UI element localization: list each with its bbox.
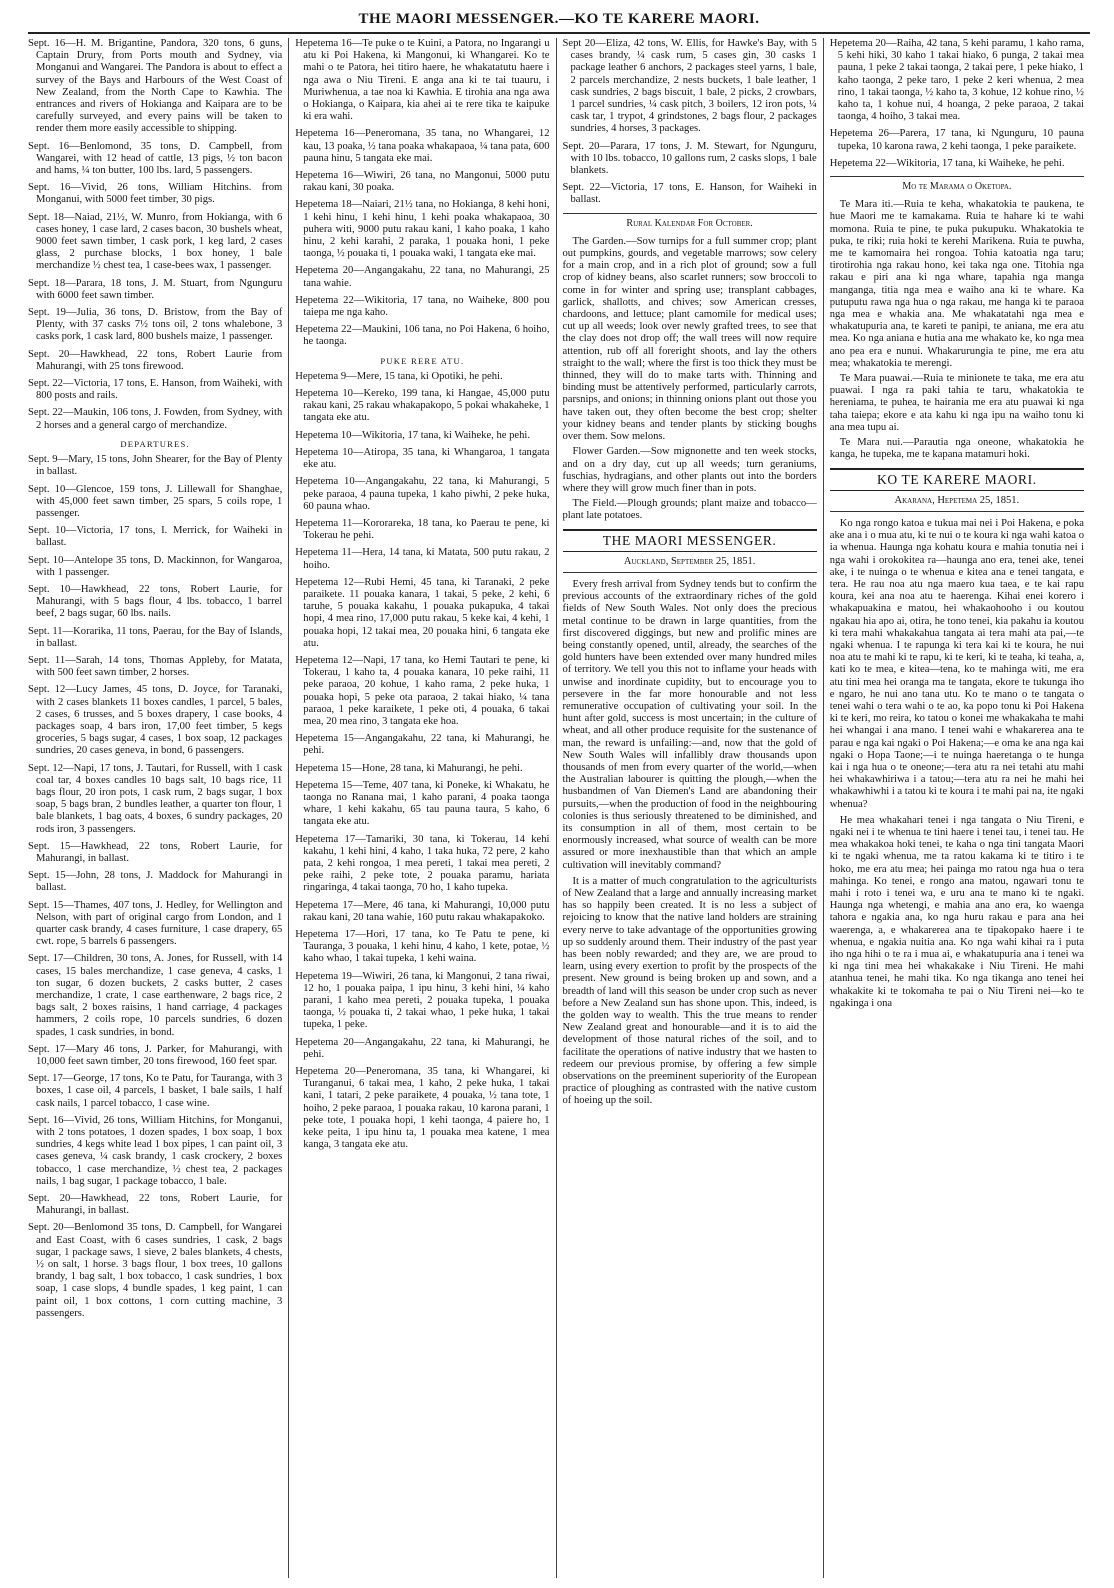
- masthead-dash: —: [558, 11, 575, 27]
- editorial-paragraph: Ko nga rongo katoa e tukua mai nei i Poi Hakena, e poka ake ana i o mua atu, ki te nui o te koura ki nga wahi katoa o ia whenua. Haunga nga kohatu koura e mahia tonutia nei i nga wahi i orokokitea ra—haunga ano era, tenei ake, tenei ake, i te nuinga o te whenua e kitea ana e tenei tangata, e tera. He rau noa atu nga maero kua taea, e te kai rapu koura, kei ana noa atu te haerenga. Kihai enei korero i whakapuakina e matou, hei whakaohooho i ou koutou ngakau hia apo ai, otira, he tono tenei, kia pakahu ia koutou ki tera mahi whakakahua tangata ai tera mahi ata pai,—te ngaki whenua. I te rapunga ki tera kai ki te koura, he nui noa atu te mahi ki te rapu, ki te keri, ki te teaha, ki teaha, a, kati ko te mea, e kitea—tena, ko te mahinga witi, me era atu tini mea hei oranga ma te tangata, ekore te tukunga iho e ngaro, he nui ano tana utu. Ko te mano o te tangata o tenei wahi o tera wahi o te ao, ka popo tonu ki Poi Hakena ki te keri, mo reira, ko tatou o konei me whakakaha te mahi hei whangai i ana mano. I tenei wahi e whakarerea ana te parau e nga kai ngaki o Poi Hakena;—e oma ke ana nga kai ngaki o Hopa Taone;—i te nuinga haeretanga o te hunga kai i nga hua o te oneone;—tera atu ra nei tetahi atu mahi hei whakawhiriwa i a tatou;—tera atu ra nei he mahi hei whakawhiwhi i a tatou ki te koura i te mahi pai na, ite ngaki whenua?: [829, 517, 1084, 810]
- shipping-entry: Sept. 20—Hawkhead, 22 tons, Robert Laurie, for Mahurangi, in ballast.: [28, 1193, 283, 1217]
- shipping-entry: Sept. 17—Mary 46 tons, J. Parker, for Mahurangi, with 10,000 feet sawn timber, 20 tons firewood, 160 feet spar.: [28, 1043, 283, 1068]
- shipping-entry: Hepetema 12—Napi, 17 tana, ko Hemi Tautari te pene, ki Tokerau, 1 kaho ta, 4 pouaka kanara, 10 peke raihi, 11 peke paraoa, 20 kohue, 1 kaho rama, 2 peke huka, 1 pouaka hopi, 5 peke ota paraoa, 2 takai hiako, ¼ tana paraoa, 1 peke karaikete, 1 peke oti, 4 pouaka, 6 takai mea, 20 mea rino, 3 tangata eke hoa.: [295, 654, 550, 727]
- shipping-entry: Hepetema 18—Naiari, 21½ tana, no Hokianga, 8 kehi honi, 1 kehi hinu, 1 kehi hinu, 1 kehi poaka whakapaoa, 30 puhera witi, 9000 putu rakau kani, 1 kaho poaka, 1 kaho hinu, 2 kehi karahi, 2 paraka, 1 pouaka honi, 1 peke taonga, ½ pouaka ti, 1 pouaka waki, 1 tangata eke mai.: [295, 199, 550, 260]
- marama-text: [830, 199, 1084, 461]
- shipping-entry: Sept. 10—Victoria, 17 tons, I. Merrick, for Waiheki in ballast.: [28, 525, 283, 549]
- shipping-entry: Sept. 16—Benlomond, 35 tons, D. Campbell, from Wangarei, with 12 head of cattle, 13 pigs, ½ ton bacon and hams, ¼ ton butter, 100 lbs. lard, 5 passengers.: [28, 140, 283, 177]
- kalendar-paragraph: The Field.—Plough grounds; plant maize and tobacco—plant late potatoes.: [562, 498, 817, 522]
- shipping-entry: Hepetema 20—Raiha, 42 tana, 5 kehi paramu, 1 kaho rama, 5 kehi hiki, 30 kaho 1 takai hiako, 6 punga, 2 takai mea pauna, 1 peke 2 takai taonga, 2 takai pere, 1 peke hiako, 1 kaho taonga, 2 peke taro, 1 peke 2 keri whenua, 2 mea rino, 1 takai taonga, ½ kaho ta, 3 kohue, 12 kohue rino, ½ kaho ta, 1 kohue nui, 4 hoanga, 2 peke paraoa, 2 takai taonga, 4 hoiho, 3 takai mea.: [829, 38, 1084, 123]
- editorial-text-english: [563, 579, 817, 1108]
- marama-paragraph: Te Mara nui.—Parautia nga oneone, whakatokia he kanga, he tupeka, me te kapana matamuri hoki.: [829, 437, 1084, 461]
- shipping-entry: Hepetema 17—Tamariki, 30 tana, ki Tokerau, 14 kehi kakahu, 1 kehi hini, 4 kaho, 1 taka huka, 72 pere, 2 kaho pata, 2 kehi rongoa, 1 mea pereti, 1 takai mea pereti, 2 peke raihi, 2 peke tote, 2 pouaka paramu, hariata ringaringa, 4 takai taonga, 70 ho, 1 kaho tupeka.: [295, 833, 550, 894]
- shipping-entry: Hepetema 16—Peneromana, 35 tana, no Whangarei, 12 kau, 13 poaka, ½ tana poaka whakapaoa, ¼ tana pata, 600 pauna hinu, 5 tangata eke mai.: [295, 128, 550, 164]
- arrivals-list-maori: [295, 38, 549, 349]
- shipping-entry: Sept. 9—Mary, 15 tons, John Shearer, for the Bay of Plenty in ballast.: [28, 454, 283, 478]
- shipping-entry: Hepetema 20—Angangakahu, 22 tana, no Mahurangi, 25 tana wahie.: [295, 265, 550, 289]
- departures-list-maori: [295, 371, 549, 1152]
- shipping-entry: Hepetema 9—Mere, 15 tana, ki Opotiki, he pehi.: [295, 370, 503, 382]
- shipping-entry: Sept. 22—Victoria, 17 tons, E. Hanson, for Waiheki in ballast.: [562, 182, 817, 206]
- editorial-heading-maori: KO TE KARERE MAORI.: [830, 468, 1084, 491]
- column-1-shipping-english: [28, 38, 288, 1578]
- departures-heading-english: DEPARTURES.: [120, 438, 190, 449]
- shipping-entry: Hepetema 20—Angangakahu, 22 tana, ki Mahurangi, he pehi.: [295, 1036, 550, 1060]
- shipping-entry: Hepetema 11—Hera, 14 tana, ki Matata, 500 putu rakau, 2 hoiho.: [295, 547, 550, 571]
- marama-heading: Mo te Marama o Oketopa.: [830, 176, 1084, 193]
- shipping-entry: Hepetema 22—Wikitoria, 17 tana, ki Waiheke, he pehi.: [829, 157, 1065, 169]
- kalendar-paragraph: The Garden.—Sow turnips for a full summer crop; plant out pumpkins, gourds, and vegetable marrows; sow celery for a main crop, and in a rich plot of ground; sow a full crop of kidney beans, also scarlet runners; sow broccoli to come in for winter and spring use; transplant cabbages, garlick, shallotts, and chives; sow American cresses, chardoons, and lettuce; plant camomile for medical uses; cut up all weeds; look over newly grafted trees, to see that the clay does not drop off; the wall trees will now require attention, rub off all foreright shoots, and lay the others straight to the wall; where the first is too thick they must be thinned, they will do to make tarts with. Thinning and binding must be attentively performed, particularly carrots, parsnips, and onions; in thinning onions plant out those you have taken out, they often become the best crop; shelter your kidney beans and tender plants by sticking boughs over them. Sow melons.: [562, 235, 817, 443]
- editorial-paragraph: It is a matter of much congratulation to the agriculturists of New Zealand that a large and annually increasing market has so happily been created. It is no less a subject of rejoicing to know that the native land holders are straining every nerve to take advantage of the opportunities growing up so suddenly around them. Their industry of the past year has been nobly rewarded; and they are, we are proud to learn, using every exertion to profit by the prospects of the present. New ground is being broken up and sown, and a breadth of land will this season be under crop such as never before a New Zealand sun has shone upon. This, indeed, is the golden way to wealth. This the true means to render New Zealand great and honourable—and it is to aid the development of those natural riches of the soil, and to facilitate the operations of native industry that we hasten to redeem our previous promise, by offering a few simple observations on the preeminent superiority of the European practice of ploughing as contrasted with the native custom of hoeing up the soil.: [562, 875, 817, 1107]
- editorial-text-maori: [830, 518, 1084, 1010]
- masthead-rule: [28, 32, 1090, 34]
- shipping-entry: Hepetema 15—Angangakahu, 22 tana, ki Mahurangi, he pehi.: [295, 733, 550, 757]
- editorial-dateline-english: Auckland, September 25, 1851.: [563, 556, 817, 573]
- shipping-entry: Sept. 11—Korarika, 11 tons, Paerau, for the Bay of Islands, in ballast.: [28, 625, 283, 649]
- shipping-entry: Hepetema 26—Parera, 17 tana, ki Ngunguru, 10 pauna tupeka, 10 karona rawa, 2 kehi taonga, 1 peke paraikete.: [829, 128, 1084, 152]
- shipping-entry: Sept. 15—Hawkhead, 22 tons, Robert Laurie, for Mahurangi, in ballast.: [28, 840, 283, 864]
- shipping-entry: Sept. 15—Thames, 407 tons, J. Hedley, for Wellington and Nelson, with part of original cargo from London, and 1 quarter cask brandy, 4 cases furniture, 1 case drapery, 65 cwt. rope, 5 barrels 6 passengers.: [28, 899, 283, 948]
- shipping-entry: Sept. 22—Victoria, 17 tons, E. Hanson, from Waiheki, with 800 posts and rails.: [28, 378, 283, 402]
- kalendar-heading: Rural Kalendar For October.: [563, 213, 817, 230]
- marama-paragraph: Te Mara iti.—Ruia te keha, whakatokia te paukena, te hue Maori me te kamakama. Ruia te hahare ki te wahi momona. Ruia te pine, te puka pukupuku. Whakatokia te puka, te riki; ruia hoki te kerehi Marikena. Ruia te puwha, me te kamomaira hei rongoa. Tohia katoatia nga taru; tirotirohia nga rakau hono, kei taka nga one. Titohia nga rakau e piri ana ki nga whare, tapahia nga manga manganga, titia nga mea e waiho ana ki te whare. Ka putuputu rawa nga hua o nga rakau, me hanga ki te paraoa nga mea e whakia ana. Me whakatatahi nga mea e whakatupuria ana, te kareti te panipi, te aniana, me era atu mea. Ko nga aniana e hutia ana me whakato ke, ko nga mea ano pea era e nunui. Whakarurungia te pine, me era atu mea; whakatokia te merengi.: [829, 199, 1084, 369]
- kalendar-paragraph: Flower Garden.—Sow mignonette and ten week stocks, and on a dry day, cut up all weeds; turn geraniums, fuschias, hydragians, and other plants out into the borders where they will grow much finer than in pots.: [562, 446, 817, 494]
- shipping-entry: Sept. 20—Parara, 17 tons, J. M. Stewart, for Ngunguru, with 10 lbs. tobacco, 10 gallons rum, 2 casks slops, 1 bale blankets.: [562, 140, 817, 177]
- arrivals-list-english: [28, 38, 282, 432]
- shipping-entry: Hepetema 15—Hone, 28 tana, ki Mahurangi, he pehi.: [295, 762, 523, 774]
- marama-paragraph: Te Mara puawai.—Ruia te minionete te taka, me era atu puawai. I nga ra paki tahia te taru, whakatokia te hereniama, te puhea, te hairania me era atu puawai ki nga taha taiepa; ekore e ata kahu ki nga ipu na waiho tonu ki ana mea tupu ai.: [829, 373, 1084, 433]
- shipping-entry: Hepetema 10—Wikitoria, 17 tana, ki Waiheke, he pehi.: [295, 429, 530, 441]
- masthead: [28, 6, 1090, 32]
- shipping-entry: Hepetema 10—Atiropa, 35 tana, ki Whangaroa, 1 tangata eke atu.: [295, 446, 550, 471]
- departures-heading-maori: PUKE RERE ATU.: [380, 355, 465, 366]
- shipping-entry: Hepetema 11—Kororareka, 18 tana, ko Paerau te pene, ki Tokerau he pehi.: [295, 517, 550, 542]
- shipping-entry: Hepetema 15—Teme, 407 tana, ki Poneke, ki Whakatu, he taonga no Ranana mai, 1 kaho parani, 4 poaka taonga whare, 1 kehi kakahu, 65 tau pauna taura, 5 kaho, 6 tangata eke atu.: [295, 779, 550, 828]
- shipping-entry: Sept. 22—Maukin, 106 tons, J. Fowden, from Sydney, with 2 horses and a general cargo of merchandize.: [28, 407, 283, 431]
- masthead-english: THE MAORI MESSENGER.: [358, 11, 559, 27]
- shipping-entry: Sept. 17—Children, 30 tons, A. Jones, for Russell, with 14 cases, 15 bales merchandize, 1 case geneva, 4 casks, 1 ton sugar, 6 dozen buckets, 2 casks butter, 2 cases merchandize, 1 crate, 1 case earthenware, 2 bags rice, 2 bags salt, 2 boxes raisins, 1 hand carriage, 4 packages hammers, 2 coils rope, 10 parcels sundries, 6 dozen spades, 1 cask sundries, in bond.: [28, 953, 283, 1038]
- column-3-english: [556, 38, 823, 1578]
- shipping-entry: Sept. 10—Hawkhead, 22 tons, Robert Laurie, for Mahurangi, with 5 bags flour, 4 lbs. tobacco, 1 barrel beef, 2 bags sugar, 60 lbs. nails.: [28, 583, 283, 620]
- kalendar-text: [563, 236, 817, 523]
- shipping-entry: Sept. 19—Julia, 36 tons, D. Bristow, from the Bay of Plenty, with 37 casks 7½ tons oil, 2 tons whalebone, 3 casks pork, 1 cask lard, 800 bushels maize, 1 passenger.: [28, 307, 283, 343]
- shipping-entry: Hepetema 16—Wiwiri, 26 tana, no Mangonui, 5000 putu rakau kani, 30 poaka.: [295, 170, 550, 194]
- column-2-shipping-maori: [288, 38, 555, 1578]
- shipping-entry: Sept. 16—Vivid, 26 tons, William Hitchins, for Monganui, with 2 tons potatoes, 1 dozen spades, 1 box soap, 1 box sundries, 4 kegs white lead 1 box pipes, 1 can paint oil, 3 cases geneva, ¼ cask brandy, 1 cask crockery, 2 boxes tobacco, 1 case merchandize, ½ chest tea, 2 packages nails, 1 bag sugar, 1 package tobacco, 1 bale.: [28, 1114, 283, 1187]
- shipping-entry: Hepetema 22—Wikitoria, 17 tana, no Waiheke, 800 pou taiepa me nga kaho.: [295, 294, 550, 319]
- arrivals-continued-english: [563, 38, 817, 207]
- shipping-entry: Sept. 20—Benlomond 35 tons, D. Campbell, for Wangarei and East Coast, with 6 cases sundries, 1 cask, 2 bags sugar, 1 package saws, 1 sieve, 2 bales blankets, 4 chests, ½ on salt, 1 horse. 3 bags flour, 1 box trees, 10 gallons brandy, 1 bag salt, 1 box tobacco, 1 cask sundries, 1 box soap, 1 case slops, 4 bundle spades, 1 keg paint, 1 can paint oil, 1 box cottons, 1 corn cutting machine, 3 passengers.: [28, 1222, 283, 1319]
- shipping-entry: Sept. 16—Vivid, 26 tons, William Hitchins. from Monganui, with 5000 feet timber, 30 pigs.: [28, 182, 283, 206]
- arrivals-continued-maori: [830, 38, 1084, 170]
- shipping-entry: Sept 20—Eliza, 42 tons, W. Ellis, for Hawke's Bay, with 5 cases brandy, ¼ cask rum, 5 cases gin, 30 casks 1 package leather 6 anchors, 2 packages steel yarns, 1 bale, 2 parcels merchandize, 2 nests buckets, 1 bale leather, 1 cask sundries, 2 bags biscuit, 1 bale, 2 picks, 2 crowbars, 1 parcel sundries, ¼ cask pitch, 3 boilers, 12 iron pots, ¼ cask tar, 1 trypot, 4 grindstones, 2 bags flour, 2 packages sundries, 4 horses, 3 packages.: [562, 38, 817, 135]
- shipping-entry: Hepetema 10—Kereko, 199 tana, ki Hangae, 45,000 putu rakau kani, 25 rakau whakapakopo, 5 pokai whakaheke, 1 tangata eke atu.: [295, 388, 550, 424]
- columns: [28, 38, 1090, 1578]
- shipping-entry: Sept. 20—Hawkhead, 22 tons, Robert Laurie from Mahurangi, with 25 tons firewood.: [28, 348, 283, 372]
- shipping-entry: Hepetema 10—Angangakahu, 22 tana, ki Mahurangi, 5 peke paraoa, 4 pauna tupeka, 1 kaho piwhi, 2 peke huka, 60 pauna whao.: [295, 476, 550, 512]
- shipping-entry: Sept. 11—Sarah, 14 tons, Thomas Appleby, for Matata, with 500 feet sawn timber, 2 horses.: [28, 654, 283, 679]
- shipping-entry: Hepetema 16—Te puke o te Kuini, a Patora, no Ingarangi u atu ki Poi Hakena, ki Mangonui, ki Whangarei. Ko te mahi o te Patora, hei titiro haere, he whakatatutu haere i nga awa o Niu Tireni. E anga ana ki te tai tuauru, i Muriwhenua, a tae noa ki Kawhia. E tirohia ana nga awa o Hokianga, o Kaipara, kia ahei ai te rere tika te kaipuke ki era wahi.: [295, 38, 550, 123]
- shipping-entry: Sept. 17—George, 17 tons, Ko te Patu, for Tauranga, with 3 boxes, 1 case oil, 4 parcels, 1 basket, 1 bale sails, 1 half cask nails, 1 parcel tobacco, 1 case wine.: [28, 1073, 283, 1109]
- editorial-paragraph: Every fresh arrival from Sydney tends but to confirm the previous accounts of the extraordinary riches of the gold fields of New South Wales. Not only does the precious metal continue to be drawn in large quantities, from the first discovered diggings, but new and prolific mines are being constantly opened, until, already, the searches of the gold hunters have been extended over many hundred miles of territory. We tell you this not to inflame your heads with unwise and inordinate cupidity, but to encourage you to persevere in the far more honourable and not less remunerative occupation of cultivating your soil. In the hunt after gold, success is most uncertain; in the culture of wheat, and all other produce requisite for the sustenance of man, the reward is unfailing:—and, now that the gold of New South Wales will infallibly draw thousands upon thousands of men from every quarter of the world,—when the Australian labourer is quitting the plough,—when the husbandmen of Van Diemen's Land are abandoning their pursuits,—when the production of food in the neighbouring colonies is thus seriously threatened to be diminished, and its consumption in all of them, most certain to be enormously increased, what source of wealth can be more assured or more inexhaustible than that which an ample cultivation will inevitably command?: [562, 578, 817, 871]
- shipping-entry: Hepetema 12—Rubi Hemi, 45 tana, ki Taranaki, 2 peke paraikete. 11 pouaka kanara, 1 takai, 5 peke, 2 kehi, 6 taruhe, 5 pouaka kakahu, 1 pouaka pukapuka, 4 takai hopi, 4 mea rino, 17,000 putu rakau, 5 keke kai, 4 kehi, 1 pouaka hopi, 12 takai mea, 20 pouaka hini, 6 tangata eke atu.: [295, 576, 550, 649]
- shipping-entry: Sept. 15—John, 28 tons, J. Maddock for Mahurangi in ballast.: [28, 870, 283, 894]
- departures-list-english: [28, 454, 282, 1320]
- masthead-maori: KO TE KARERE MAORI.: [574, 11, 760, 27]
- shipping-entry: Hepetema 20—Peneromana, 35 tana, ki Whangarei, ki Turanganui, 6 takai mea, 1 kaho, 2 peke huka, 1 takai kani, 1 tatari, 2 peke paraikete, 4 pouaka, ½ tana tote, 1 hoiho, 2 peke paraoa, 1 pouaka rakau, 10 karona parani, 1 peke tote, 1 pouaka hopi, 1 kehi taonga, 4 paiere ho, 1 keke peita, 1 ipu hinu ta, 1 pouaka mea katene, 1 mea kanga, 3 tangata eke atu.: [295, 1066, 550, 1151]
- shipping-entry: Sept. 12—Napi, 17 tons, J. Tautari, for Russell, with 1 cask coal tar, 4 boxes candles 10 bags salt, 10 bags rice, 11 bags flour, 20 iron pots, 1 cask rum, 2 bags sugar, 1 box soap, 5 bags bran, 2 bundles leather, a quarter ton flour, 1 bale blankets, 1 bag oats, 4 boxes, 6 sundry packages, 20 rods iron, 3 passengers.: [28, 762, 283, 835]
- editorial-heading-english: THE MAORI MESSENGER.: [563, 529, 817, 552]
- column-4-maori: [823, 38, 1090, 1578]
- editorial-paragraph: He mea whakahari tenei i nga tangata o Niu Tireni, e ngaki nei i te whenua te tini haere i tenei tau, i tenei tau. He mea whakakoa hoki tenei, te kaha o nga tini tangata Maori ki te ngaki whenua, me ta ratou kakama ki te titiro i te hoko, me era atu mea; hei painga mo ratou nga hua o tera mahinga. Ko tenei, e rongo ana matou, ngawari tonu te mahi i roto i tenei wa, e uru ana te mano ki te ngaki. Haunga nga whetengi, e mahia ana ano era, ko waenga tahora e ngakia ana, ko nga huru rakau e para ana hei waerenga, a, e whakarerea ana te tipakopako haere i te whenua, e ngakia nuitia ana. Ko nga wahi kihai ra i puta iho nga hihi o te ra i mua ai, e whakatupuria ana i tenei wa ki nga tini mea hei whakakake i Niu Tireni. He mahi atanhua tenei, he mahi tika. Ko nga tikanga ano tenei hei whakakite ki te tokomaha te pai o Niu Tireni nei—ko te ngakinga i ona: [829, 814, 1084, 1009]
- shipping-entry: Sept. 18—Parara, 18 tons, J. M. Stuart, from Ngunguru with 6000 feet sawn timber.: [28, 277, 283, 301]
- shipping-entry: Sept. 12—Lucy James, 45 tons, D. Joyce, for Taranaki, with 2 cases blankets 11 boxes candles, 1 parcel, 5 bales, 2 cases, 6 trusses, and 5 boxes drapery, 1 case books, 4 packages soap, 4 bars iron, 17,00 feet timber, 5 kegs groceries, 5 bags sugar, 4 cases, 1 box soap, 12 packages sundries, 20 cases geneva, in bond, 6 passengers.: [28, 684, 283, 757]
- shipping-entry: Hepetema 19—Wiwiri, 26 tana, ki Mangonui, 2 tana riwai, 12 ho, 1 pouaka paipa, 1 ipu hinu, 3 kehi hini, ¼ kaho parani, 1 kaho mea pereti, 2 pouaka tupeka, 1 pouaka taonga, ½ pouaka ti, 2 takai whao, 1 peke huka, 1 takai tupeka, 1 peke.: [295, 970, 550, 1031]
- shipping-entry: Hepetema 22—Maukini, 106 tana, no Poi Hakena, 6 hoiho, he taonga.: [295, 324, 550, 348]
- shipping-entry: Sept. 10—Antelope 35 tons, D. Mackinnon, for Wangaroa, with 1 passenger.: [28, 554, 283, 578]
- editorial-dateline-maori: Akarana, Hepetema 25, 1851.: [830, 495, 1084, 512]
- shipping-entry: Hepetema 17—Mere, 46 tana, ki Mahurangi, 10,000 putu rakau kani, 20 tana wahie, 160 putu rakau whakapakoko.: [295, 899, 550, 923]
- shipping-entry: Sept. 16—H. M. Brigantine, Pandora, 320 tons, 6 guns, Captain Drury, from Ports mouth and Sydney, via Monganui and Wangarei. The Pandora is about to effect a survey of the Bays and Harbours of the West Coast of New Zealand, from the North Cape to Kawhia. The entrances and rivers of Hokianga and Kaipara are to be carefully surveyed, and every pains will be taken to render them more easily accessible to shipping.: [28, 38, 283, 135]
- shipping-entry: Sept. 18—Naiad, 21½, W. Munro, from Hokianga, with 6 cases honey, 1 case lard, 2 cases bacon, 30 bushels wheat, 9000 feet sawn timber, 1 cask pork, 1 keg lard, 2 cases glass, 2 purchase blocks, 1 box honey, 1 bale merchandize ½ chest tea, 1 case-bees wax, 1 passenger.: [28, 211, 283, 272]
- shipping-entry: Sept. 10—Glencoe, 159 tons, J. Lillewall for Shanghae, with 45,000 feet sawn timber, 25 spars, 5 coils rope, 1 passenger.: [28, 483, 283, 519]
- shipping-entry: Hepetema 17—Hori, 17 tana, ko Te Patu te pene, ki Tauranga, 3 pouaka, 1 kehi hinu, 4 kaho, 1 kete, potae, ½ kaho whao, 1 takai tupeka, 1 kehi waina.: [295, 929, 550, 965]
